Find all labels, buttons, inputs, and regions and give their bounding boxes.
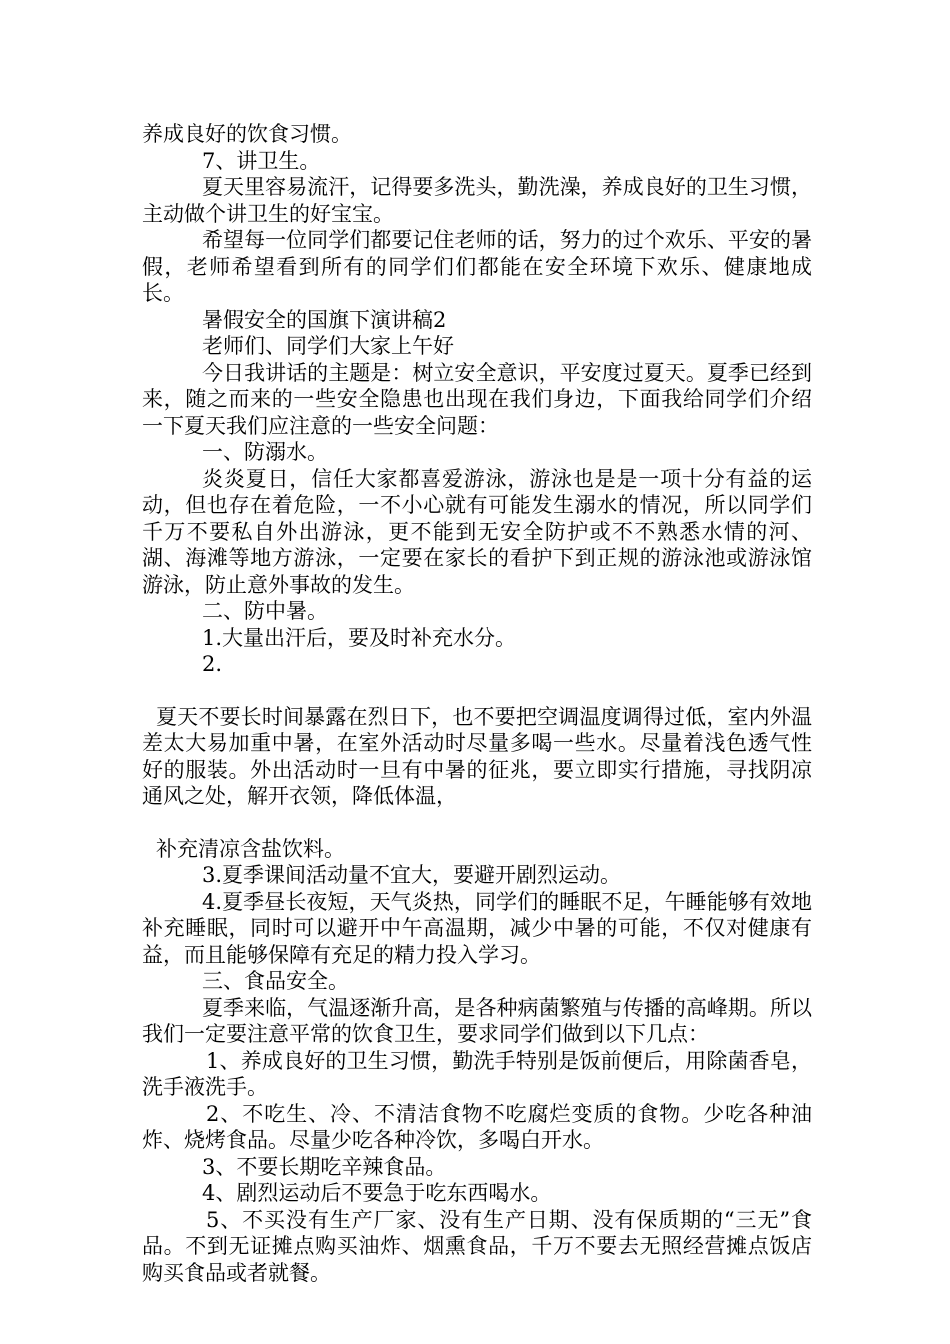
body-paragraph: 夏季来临，气温逐渐升高，是各种病菌繁殖与传播的高峰期。所以我们一定要注意平常的饮食卫生，要求同学们做到以下几点：	[142, 995, 812, 1046]
blank-line	[142, 678, 812, 704]
list-item: 5、不买没有生产厂家、没有生产日期、没有保质期的“三无”食品。不到无证摊点购买油炸、烟熏食品，千万不要去无照经营摊点饭店购买食品或者就餐。	[142, 1207, 812, 1285]
body-paragraph: 夏天不要长时间暴露在烈日下，也不要把空调温度调得过低，室内外温差太大易加重中暑，在室外活动时尽量多喝一些水。尽量着浅色透气性好的服装。外出活动时一旦有中暑的征兆，要立即实行措施，寻找阴凉通风之处，解开衣领，降低体温，	[142, 704, 812, 808]
section-heading: 三、食品安全。	[202, 969, 349, 993]
list-item: 1.大量出汗后，要及时补充水分。	[202, 625, 517, 650]
body-paragraph: 希望每一位同学们都要记住老师的话，努力的过个欢乐、平安的暑假，老师希望看到所有的同学们们都能在安全环境下欢乐、健康地成长。	[142, 228, 812, 305]
body-paragraph: 今日我讲话的主题是：树立安全意识，平安度过夏天。夏季已经到来，随之而来的一些安全隐患也出现在我们身边，下面我给同学们介绍一下夏天我们应注意的一些安全问题：	[142, 360, 812, 438]
list-item: 4.夏季昼长夜短，天气炎热，同学们的睡眠不足，午睡能够有效地补充睡眠，同时可以避开中午高温期，减少中暑的可能，不仅对健康有益，而且能够保障有充足的精力投入学习。	[142, 889, 812, 967]
section-heading: 7、讲卫生。	[202, 148, 321, 173]
speech-title: 暑假安全的国旗下演讲稿2	[202, 307, 447, 332]
blank-line	[142, 810, 812, 836]
list-item: 1、养成良好的卫生习惯，勤洗手特别是饭前便后，用除菌香皂，洗手液洗手。	[142, 1048, 812, 1099]
document-body	[142, 121, 812, 1286]
list-item: 2、不吃生、冷、不清洁食物不吃腐烂变质的食物。少吃各种油炸、烧烤食品。尽量少吃各种冷饮，多喝白开水。	[142, 1101, 812, 1152]
body-paragraph: 养成良好的饮食习惯。	[142, 122, 352, 146]
section-heading: 一、防溺水。	[202, 440, 328, 464]
list-item: 3、不要长期吃辛辣食品。	[202, 1154, 447, 1179]
section-heading: 二、防中暑。	[202, 599, 328, 623]
list-item: 4、剧烈运动后不要急于吃东西喝水。	[202, 1181, 552, 1205]
greeting: 老师们、同学们大家上午好	[202, 334, 454, 358]
list-item: 3.夏季课间活动量不宜大，要避开剧烈运动。	[202, 863, 622, 887]
body-paragraph: 补充清凉含盐饮料。	[156, 836, 345, 861]
list-item: 2.	[202, 652, 223, 676]
body-paragraph: 炎炎夏日，信任大家都喜爱游泳，游泳也是是一项十分有益的运动，但也存在着危险，一不小心就有可能发生溺水的情况，所以同学们千万不要私自外出游泳，更不能到无安全防护或不不熟悉水情的河、湖、海滩等地方游泳，一定要在家长的看护下到正规的游泳池或游泳馆游泳，防止意外事故的发生。	[142, 466, 812, 597]
body-paragraph: 夏天里容易流汗，记得要多洗头，勤洗澡，养成良好的卫生习惯，主动做个讲卫生的好宝宝。	[142, 175, 812, 226]
